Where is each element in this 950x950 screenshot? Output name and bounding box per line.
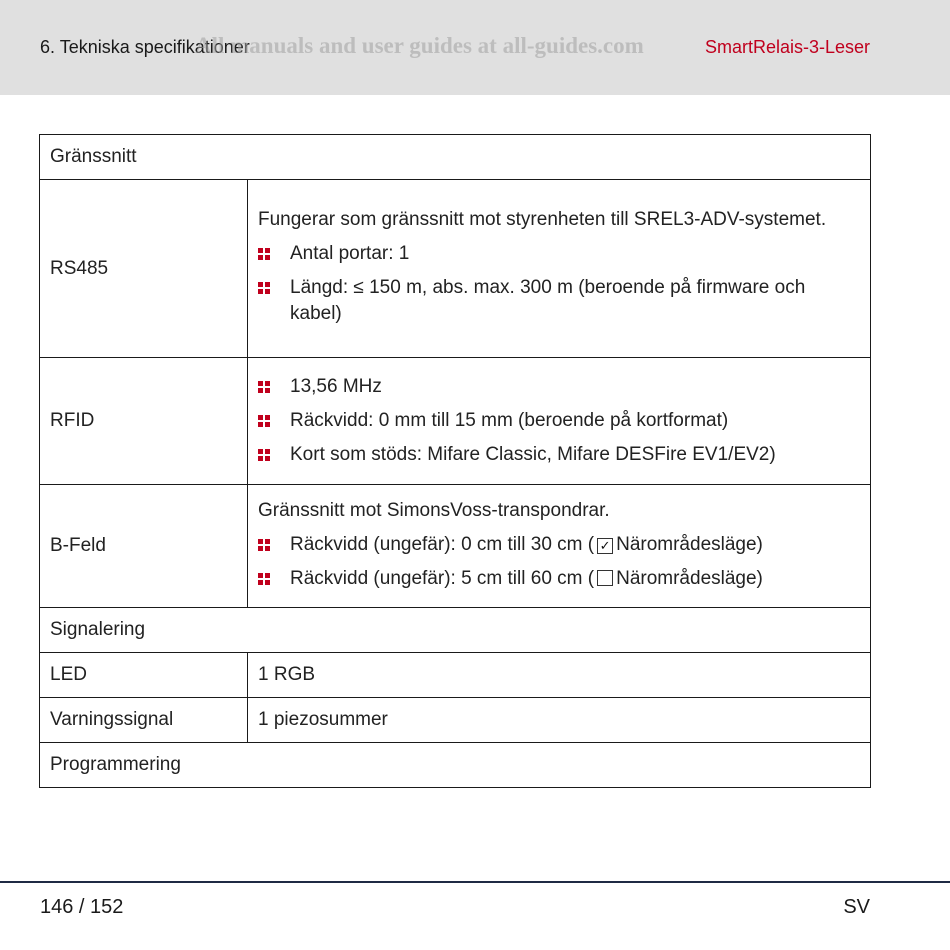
row-value-rfid <box>248 358 871 485</box>
table-row <box>40 698 871 743</box>
section-signal: Signalering <box>40 608 871 653</box>
bullet-icon <box>258 381 270 393</box>
bullet-text: Räckvidd: 0 mm till 15 mm (beroende på kortformat) <box>290 410 729 431</box>
bullet-icon <box>258 248 270 260</box>
bfeld-description: Gränssnitt mot SimonsVoss-transpondrar. <box>258 499 610 521</box>
bullet-icon <box>258 539 270 551</box>
row-value-led: 1 RGB <box>248 653 871 698</box>
bullet-text: 13,56 MHz <box>290 376 382 397</box>
spec-table <box>39 134 871 788</box>
bullet-text: Längd: ≤ 150 m, abs. max. 300 m (beroende på firmware och kabel) <box>290 277 806 324</box>
footer-divider <box>0 881 950 883</box>
page-header <box>0 0 950 95</box>
bullet-icon <box>258 415 270 427</box>
table-section-row <box>40 743 871 788</box>
bullet-text: Antal portar: 1 <box>290 243 410 264</box>
checkbox-unchecked-icon <box>597 570 613 586</box>
table-row <box>40 180 871 358</box>
row-name-led: LED <box>40 653 248 698</box>
page-number: 146 / 152 <box>40 896 124 918</box>
product-name: SmartRelais-3-Leser <box>704 37 870 57</box>
table-row <box>40 485 871 608</box>
bullet-icon <box>258 282 270 294</box>
table-row <box>40 653 871 698</box>
list-item <box>258 442 860 468</box>
list-item <box>258 241 860 267</box>
row-value-warning: 1 piezosummer <box>248 698 871 743</box>
bullet-text-suffix: Närområdesläge) <box>616 533 763 555</box>
checkbox-checked-icon: ✓ <box>597 538 613 554</box>
rs485-description: Fungerar som gränssnitt mot styrenheten till SREL3-ADV-systemet. <box>258 209 827 230</box>
row-value-bfeld <box>248 485 871 608</box>
bullet-icon <box>258 573 270 585</box>
list-item <box>258 408 860 434</box>
bullet-icon <box>258 449 270 461</box>
section-title: 6. Tekniska specifikationer <box>40 37 250 57</box>
section-interface: Gränssnitt <box>40 135 871 180</box>
table-row <box>40 358 871 485</box>
list-item <box>258 532 860 558</box>
bullet-text-prefix: Räckvidd (ungefär): 5 cm till 60 cm ( <box>290 567 595 589</box>
list-item <box>258 566 860 592</box>
section-programming: Programmering <box>40 743 871 788</box>
row-name-warning: Varningssignal <box>40 698 248 743</box>
row-value-rs485 <box>248 180 871 358</box>
row-name-rs485: RS485 <box>40 180 248 358</box>
watermark: All manuals and user guides at all-guides.com <box>195 33 644 58</box>
row-name-rfid: RFID <box>40 358 248 485</box>
table-section-row <box>40 608 871 653</box>
bullet-text: Kort som stöds: Mifare Classic, Mifare DESFire EV1/EV2) <box>290 444 776 465</box>
table-section-row <box>40 135 871 180</box>
language-code: SV <box>843 896 870 918</box>
row-name-bfeld: B-Feld <box>40 485 248 608</box>
list-item <box>258 275 860 327</box>
bullet-text-suffix: Närområdesläge) <box>616 567 763 589</box>
list-item <box>258 374 860 400</box>
bullet-text-prefix: Räckvidd (ungefär): 0 cm till 30 cm ( <box>290 533 595 555</box>
